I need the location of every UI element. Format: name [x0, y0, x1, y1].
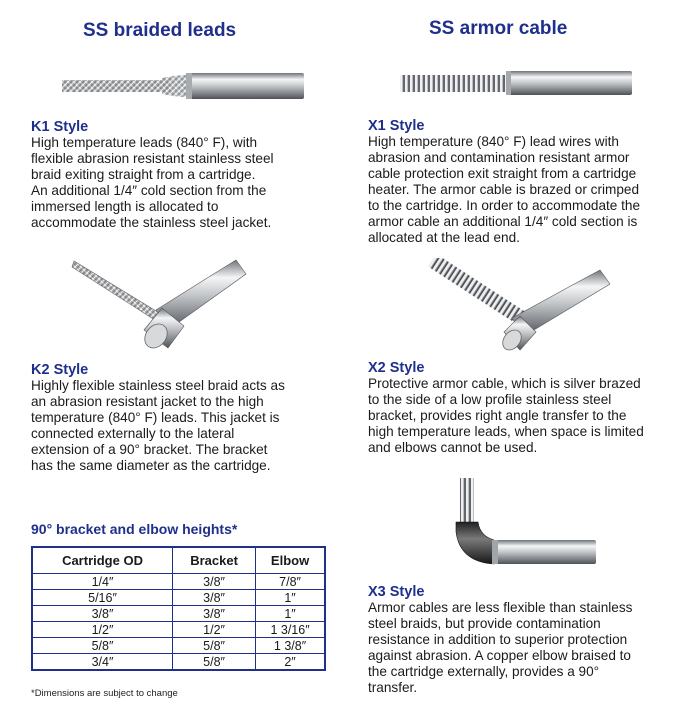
cell-bracket: 5/8″	[173, 654, 256, 671]
table-row	[32, 590, 325, 606]
cell-bracket: 3/8″	[173, 590, 256, 606]
cell-cartridge-od: 1/2″	[32, 622, 173, 638]
x1-armor-cable-image	[400, 66, 634, 100]
table-row	[32, 622, 325, 638]
heights-table	[31, 546, 326, 671]
x1-description	[368, 134, 640, 246]
k2-line: an abrasion resistant jacket to the high	[31, 394, 264, 409]
k1-line: High temperature leads (840° F), with	[31, 135, 258, 150]
cell-elbow: 1″	[256, 590, 325, 606]
k1-line: immersed length is allocated to	[31, 199, 219, 214]
x1-line: cable protection exit straight from a cartridge	[368, 166, 637, 181]
table-title: 90° bracket and elbow heights*	[31, 521, 238, 537]
cell-elbow: 1 3/16″	[256, 622, 325, 638]
cell-cartridge-od: 5/8″	[32, 638, 173, 654]
x3-line: against abrasion. A copper elbow braised to	[368, 648, 631, 663]
x2-style-title: X2 Style	[368, 360, 425, 376]
k1-braided-lead-image	[62, 64, 307, 106]
k2-line: extension of a 90° bracket. The bracket	[31, 442, 268, 457]
table-row	[32, 606, 325, 622]
x2-line: bracket, provides right angle transfer to the	[368, 408, 627, 423]
x3-description	[368, 600, 632, 696]
k1-description	[31, 135, 274, 231]
x3-line: the cartridge externally, provides a 90°	[368, 664, 600, 679]
cell-elbow: 7/8″	[256, 574, 325, 590]
x1-line: allocated at the lead end.	[368, 230, 520, 245]
cell-bracket: 3/8″	[173, 574, 256, 590]
x1-line: armor cable an additional 1/4″ cold section is	[368, 214, 638, 229]
k2-line: Highly flexible stainless steel braid acts as	[31, 378, 285, 393]
x1-line: abrasion and contamination resistant armor	[368, 150, 630, 165]
heading-ss-braided-leads: SS braided leads	[83, 20, 237, 41]
table-row	[32, 574, 325, 590]
k1-line: accommodate the stainless steel jacket.	[31, 215, 272, 230]
k1-style-title: K1 Style	[31, 119, 89, 135]
k2-style-title: K2 Style	[31, 362, 89, 378]
cell-bracket: 5/8″	[173, 638, 256, 654]
x2-line: Protective armor cable, which is silver brazed	[368, 376, 641, 391]
k1-line: braid exiting straight from a cartridge.	[31, 167, 256, 182]
cell-cartridge-od: 3/4″	[32, 654, 173, 671]
x3-line: Armor cables are less flexible than stainless	[368, 600, 633, 615]
x3-line: transfer.	[368, 680, 418, 695]
cell-bracket: 1/2″	[173, 622, 256, 638]
cell-elbow: 1 3/8″	[256, 638, 325, 654]
cell-cartridge-od: 3/8″	[32, 606, 173, 622]
cell-elbow: 1″	[256, 606, 325, 622]
cell-elbow: 2″	[256, 654, 325, 671]
column-header-elbow: Elbow	[256, 547, 325, 574]
x1-line: High temperature (840° F) lead wires with	[368, 134, 619, 149]
k1-line: An additional 1/4″ cold section from the	[31, 183, 267, 198]
cell-bracket: 3/8″	[173, 606, 256, 622]
table-footnote: *Dimensions are subject to change	[31, 688, 178, 699]
x3-line: steel braids, but provide contamination	[368, 616, 601, 631]
cell-cartridge-od: 5/16″	[32, 590, 173, 606]
x2-line: to the side of a low profile stainless steel	[368, 392, 612, 407]
x1-style-title: X1 Style	[368, 118, 425, 134]
x3-line: resistance in addition to superior protection	[368, 632, 628, 647]
cell-cartridge-od: 1/4″	[32, 574, 173, 590]
heading-ss-armor-cable: SS armor cable	[429, 18, 568, 39]
column-header-cartridge-od: Cartridge OD	[32, 547, 173, 574]
k2-line: has the same diameter as the cartridge.	[31, 458, 271, 473]
k1-line: flexible abrasion resistant stainless steel	[31, 151, 274, 166]
x2-line: and elbows cannot be used.	[368, 440, 538, 455]
table-row	[32, 638, 325, 654]
x1-line: heater. The armor cable is brazed or crimped	[368, 182, 639, 197]
k2-description	[31, 378, 285, 474]
x2-line: high temperature leads, when space is limited	[368, 424, 644, 439]
k2-bracket-image	[66, 252, 248, 352]
k2-line: connected externally to the lateral	[31, 426, 235, 441]
table-row	[32, 654, 325, 671]
x2-description	[368, 376, 644, 456]
x3-elbow-image	[446, 478, 598, 574]
x1-line: to the cartridge. In order to accommodate the	[368, 198, 641, 213]
x2-bracket-image	[424, 258, 614, 358]
column-header-bracket: Bracket	[173, 547, 256, 574]
table-header-row	[32, 547, 325, 574]
k2-line: temperature (840° F) leads. This jacket is	[31, 410, 280, 425]
x3-style-title: X3 Style	[368, 584, 425, 600]
